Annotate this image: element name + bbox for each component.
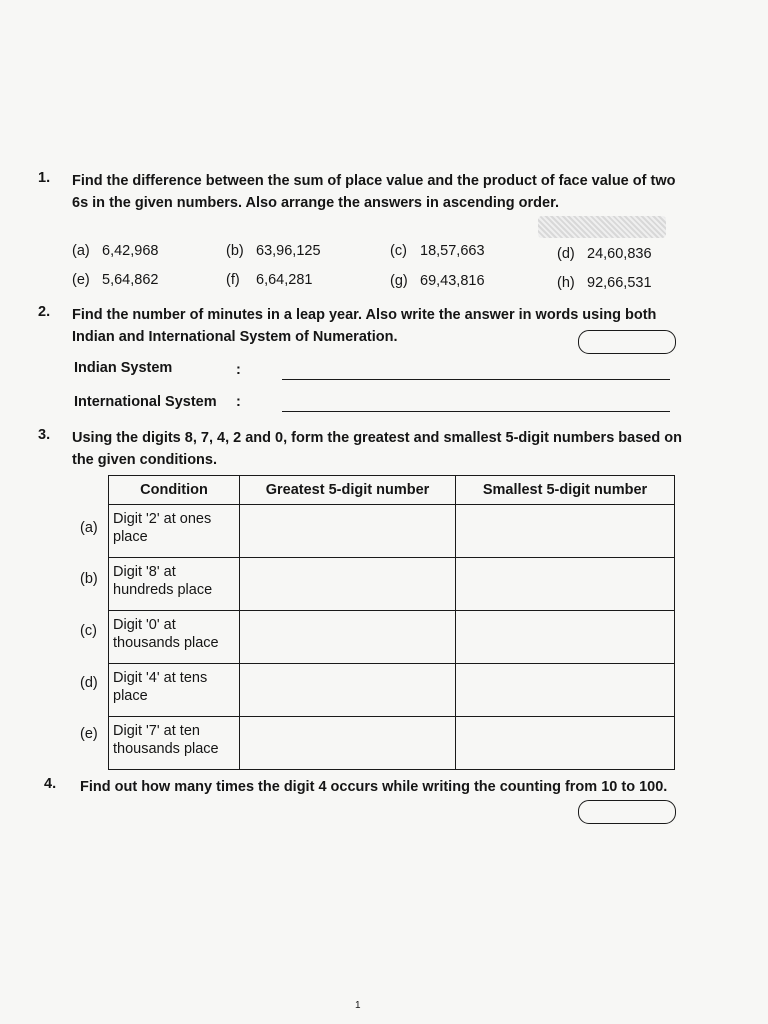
question-number: 2. [38,304,51,320]
row-label-d: (d) [80,675,98,691]
option-b: (b) 63,96,125 [226,243,321,259]
indian-system-answer-line[interactable] [282,379,670,380]
smallest-answer-cell[interactable] [456,611,675,664]
answer-box-shaded[interactable] [538,216,666,238]
smallest-answer-cell[interactable] [456,717,675,770]
option-g: (g) 69,43,816 [390,273,485,289]
colon: : [236,394,241,410]
smallest-answer-cell[interactable] [456,558,675,611]
question-3 [38,427,688,473]
answer-box[interactable] [578,800,676,824]
condition-cell: Digit '0' at thousands place [109,611,240,664]
smallest-answer-cell[interactable] [456,505,675,558]
conditions-table [108,475,675,770]
column-header: Smallest 5-digit number [456,476,675,505]
greatest-answer-cell[interactable] [240,664,456,717]
table-row [109,664,675,717]
table-row [109,505,675,558]
table-header-row [109,476,675,505]
smallest-answer-cell[interactable] [456,664,675,717]
condition-cell: Digit '4' at tens place [109,664,240,717]
condition-cell: Digit '2' at ones place [109,505,240,558]
question-text: Find out how many times the digit 4 occurs while writing the counting from 10 to 100. [80,779,668,795]
row-label-c: (c) [80,623,97,639]
answer-box[interactable] [578,330,676,354]
question-number: 3. [38,427,51,443]
colon: : [236,362,241,378]
greatest-answer-cell[interactable] [240,717,456,770]
table-row [109,717,675,770]
greatest-answer-cell[interactable] [240,558,456,611]
greatest-answer-cell[interactable] [240,505,456,558]
option-f: (f) 6,64,281 [226,272,313,288]
table-row [109,558,675,611]
page-number: 1 [355,1000,361,1011]
option-a: (a) 6,42,968 [72,243,159,259]
question-2 [38,304,688,422]
option-e: (e) 5,64,862 [72,272,159,288]
row-label-b: (b) [80,571,98,587]
international-system-label: International System [74,394,217,410]
condition-cell: Digit '7' at ten thousands place [109,717,240,770]
question-text: Find the difference between the sum of place value and the product of face value of two 6s in the given numbers. Also arrange the answers in ascending order. [72,173,676,211]
question-1 [38,170,688,300]
option-c: (c) 18,57,663 [390,243,485,259]
column-header: Greatest 5-digit number [240,476,456,505]
condition-cell: Digit '8' at hundreds place [109,558,240,611]
column-header: Condition [109,476,240,505]
question-number: 1. [38,170,51,186]
question-number: 4. [44,776,57,792]
international-system-answer-line[interactable] [282,411,670,412]
table-row [109,611,675,664]
indian-system-label: Indian System [74,360,173,376]
question-text: Using the digits 8, 7, 4, 2 and 0, form the greatest and smallest 5-digit numbers based on the given conditions. [72,430,682,468]
option-d: (d) 24,60,836 [557,246,652,262]
option-h: (h) 92,66,531 [557,275,652,291]
greatest-answer-cell[interactable] [240,611,456,664]
row-label-a: (a) [80,520,98,536]
question-text: Find the number of minutes in a leap year. Also write the answer in words using both Indian and International System of Numeration. [72,307,657,345]
row-label-e: (e) [80,726,98,742]
question-4 [44,776,694,826]
